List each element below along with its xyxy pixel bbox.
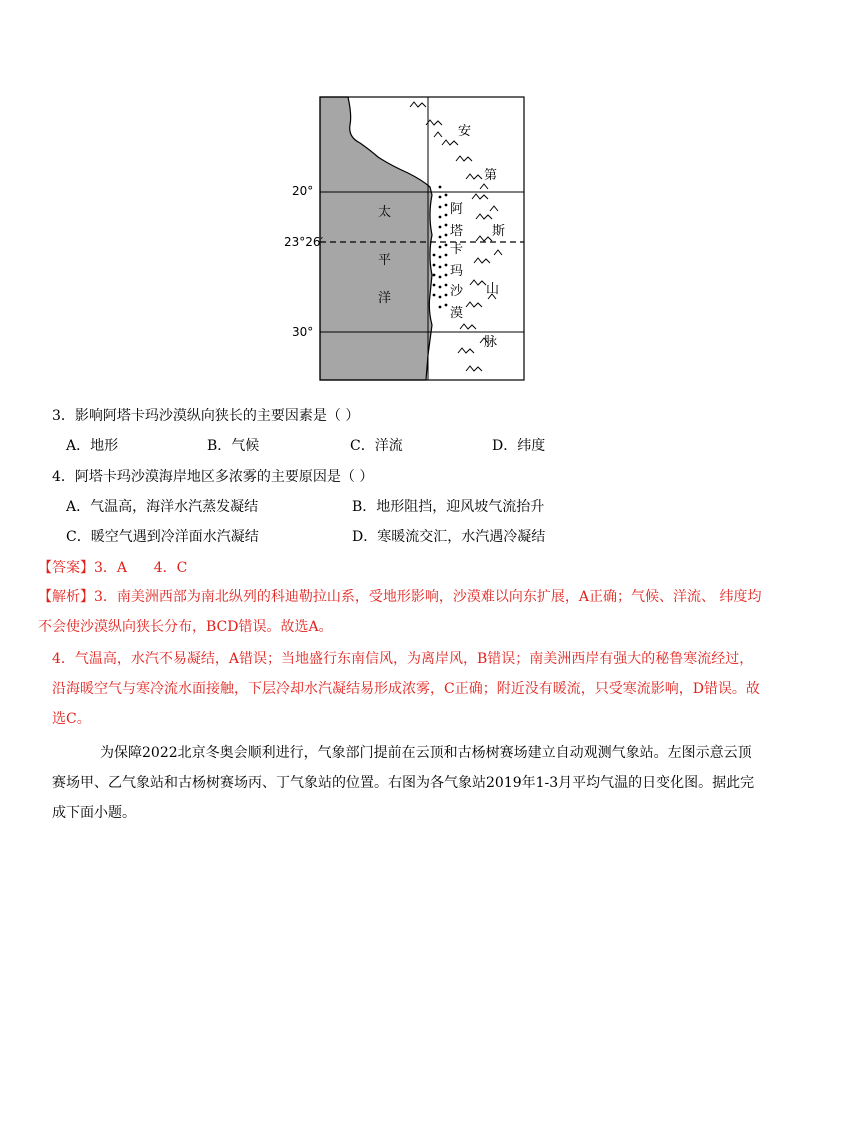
mountain-char-5: 脉 [484,335,498,350]
pacific-ocean [320,97,432,380]
q3-option-d: D．纬度 [492,438,546,454]
q4-option-c: C．暖空气遇到冷洋面水汽凝结 [66,529,259,545]
q3-stem: 3．影响阿塔卡玛沙漠纵向狭长的主要因素是（ ） [52,408,360,424]
q3-option-c: C．洋流 [350,438,403,454]
desert-char-6: 漠 [450,306,464,321]
q3-option-b: B．气候 [207,438,260,454]
atacama-map [284,95,530,385]
analysis-q3 [38,582,764,642]
ocean-char-2: 平 [378,253,392,268]
lat-2326-label: 23°26′ [284,235,324,249]
ocean-char-1: 太 [378,205,392,220]
next-question-intro: 为保障2022北京冬奥会顺利进行，气象部门提前在云顶和古杨树赛场建立自动观测气象站。左图示意云顶赛场甲、乙气象站和古杨树赛场丙、丁气象站的位置。右图为各气象站2019年1-3月平均气温的日变化图。据此完成下面小题。 [52,745,755,821]
answer-text: 3．A 4．C [94,560,188,576]
analysis-tag: 【解析】 [38,589,94,605]
desert-char-1: 阿 [450,202,464,217]
analysis-q3-text: 3．南美洲西部为南北纵列的科迪勒拉山系，受地形影响，沙漠难以向东扩展，A正确；气候、洋流、 纬度均不会使沙漠纵向狭长分布，BCD错误。故选A。 [38,589,762,635]
desert-char-2: 塔 [450,224,464,239]
mountain-char-4: 山 [486,282,500,297]
desert-char-4: 玛 [450,264,464,279]
desert-char-3: 卡 [450,242,464,257]
ocean-char-3: 洋 [378,291,392,306]
desert-char-5: 沙 [450,284,464,299]
lat-20-label: 20° [292,184,314,198]
mountain-char-1: 安 [458,124,472,139]
lat-30-label: 30° [292,325,314,339]
q4-stem: 4．阿塔卡玛沙漠海岸地区多浓雾的主要原因是（ ） [52,469,374,485]
answer-tag: 【答案】 [38,560,94,576]
answer-line [38,558,838,578]
desert-dots [433,186,448,309]
q4-option-d: D．寒暖流交汇，水汽遇冷凝结 [352,529,546,545]
q4-option-a: A．气温高，海洋水汽蒸发凝结 [66,499,259,515]
analysis-q4: 4．气温高，水汽不易凝结，A错误；当地盛行东南信风，为离岸风，B错误；南美洲西岸有强大的秘鲁寒流经过，沿海暖空气与寒冷流水面接触，下层冷却水汽凝结易形成浓雾，C正确；附近没有暖流，只受寒流影响，D错误。故选C。 [52,651,760,727]
mountain-char-2: 第 [484,168,498,183]
mountain-char-3: 斯 [492,224,506,239]
q3-option-a: A．地形 [66,438,119,454]
q4-option-b: B．地形阻挡，迎风坡气流抬升 [352,499,545,515]
